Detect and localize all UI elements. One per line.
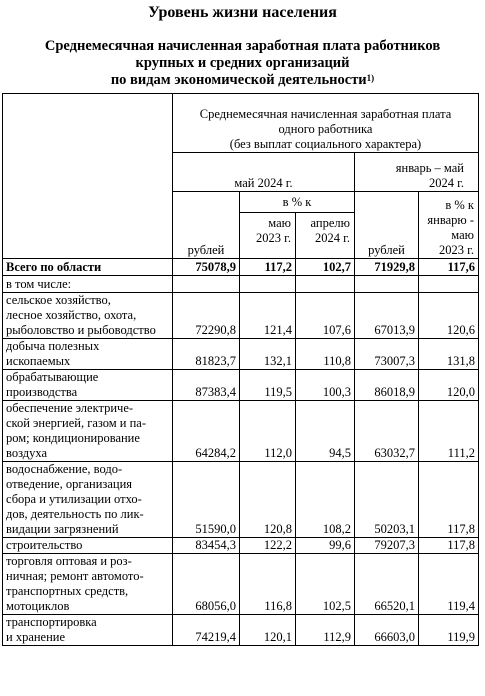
table-row [3,370,479,401]
header-main [173,94,479,153]
row-value: 116,8 [240,554,296,615]
row-value: 122,2 [240,538,296,554]
header-percent-jan [419,192,479,259]
row-label [3,401,173,462]
row-value: 63032,7 [355,401,419,462]
row-label-line: водоснабжение, водо- [6,462,123,476]
row-value: 74219,4 [173,615,240,646]
header-line: в % к [445,198,474,212]
table-subtitle [0,38,485,89]
row-label-line: транспортных средств, [6,584,129,598]
row-value: 81823,7 [173,339,240,370]
row-value: 51590,0 [173,462,240,538]
header-period-jan-may [355,153,479,192]
header-main-line: одного работника [278,122,373,136]
header-period-may: май 2024 г. [173,153,355,192]
header-line: январю - [427,213,474,227]
row-value: 87383,4 [173,370,240,401]
row-value: 120,8 [240,462,296,538]
row-label-line: сельское хозяйство, [6,293,111,307]
total-value: 75078,9 [173,259,240,276]
row-label [3,370,173,401]
footnote-mark: 1) [366,73,375,83]
row-value: 108,2 [296,462,355,538]
row-value: 111,2 [419,401,479,462]
row-label [3,462,173,538]
table-row [3,538,479,554]
header-percent-sub [240,213,354,258]
row-label [3,554,173,615]
row-label-line: производства [6,385,78,399]
row-value: 50203,1 [355,462,419,538]
subtitle-line: крупных и средних организаций [135,55,350,71]
row-value: 66520,1 [355,554,419,615]
including-label: в том числе: [3,276,173,293]
header-rubles: рублей [173,192,240,259]
row-value: 66603,0 [355,615,419,646]
row-value: 83454,3 [173,538,240,554]
row-value: 117,8 [419,538,479,554]
header-may2023 [240,213,296,258]
row-label [3,293,173,339]
header-line: 2023 г. [256,231,291,245]
row-label-line: рыболовство и рыбоводство [6,323,156,337]
empty-cell [173,276,240,293]
row-label-line: ничная; ремонт автомото- [6,569,144,583]
row-label-line: сбора и утилизации отхо- [6,492,142,506]
total-label: Всего по области [3,259,173,276]
table-row [3,293,479,339]
subtitle-line-text: по видам экономической деятельности [110,72,367,88]
row-label-line: мотоциклов [6,599,70,613]
table-row [3,339,479,370]
empty-cell [419,276,479,293]
header-blank-cell [3,94,173,259]
row-value: 120,1 [240,615,296,646]
total-value: 102,7 [296,259,355,276]
row-value: 107,6 [296,293,355,339]
page-title: Уровень жизни населения [148,4,337,21]
row-label-line: ром; кондиционирование [6,431,140,445]
table-row [3,554,479,615]
header-line: апрелю [310,216,350,230]
row-label [3,339,173,370]
header-percent [240,192,355,259]
row-label-line: видации загрязнений [6,522,119,536]
empty-cell [240,276,296,293]
row-value: 110,8 [296,339,355,370]
row-label-line: ископаемых [6,354,71,368]
row-value: 117,8 [419,462,479,538]
header-line: 2023 г. [439,243,474,257]
header-row [3,94,479,153]
row-value: 102,5 [296,554,355,615]
header-line: маю [451,228,474,242]
row-value: 99,6 [296,538,355,554]
total-row [3,259,479,276]
row-value: 112,9 [296,615,355,646]
row-label-line: обеспечение электриче- [6,401,134,415]
row-label-line: добыча полезных [6,339,100,353]
including-row [3,276,479,293]
row-label-line: дов, деятельность по лик- [6,507,144,521]
row-label-line: лесное хозяйство, охота, [6,308,137,322]
row-label-line: воздуха [6,446,48,460]
row-value: 72290,8 [173,293,240,339]
row-value: 119,5 [240,370,296,401]
subtitle-line [0,72,485,89]
row-label-line: транспортировка [6,615,97,629]
row-value: 64284,2 [173,401,240,462]
header-line: январь – май [395,161,464,175]
row-value: 100,3 [296,370,355,401]
header-line: маю [268,216,291,230]
table-row [3,401,479,462]
header-percent-label: в % к [240,192,354,213]
row-label [3,615,173,646]
row-value: 94,5 [296,401,355,462]
empty-cell [355,276,419,293]
row-value: 73007,3 [355,339,419,370]
row-label-line: отведение, организация [6,477,133,491]
subtitle-line: Среднемесячная начисленная заработная плата работников [44,38,441,54]
row-value: 120,0 [419,370,479,401]
row-value: 67013,9 [355,293,419,339]
wage-table [2,93,479,646]
row-value: 86018,9 [355,370,419,401]
table-row [3,615,479,646]
row-label [3,538,173,554]
table-row [3,462,479,538]
row-value: 68056,0 [173,554,240,615]
header-main-line: Среднемесячная начисленная заработная плата [199,107,452,121]
row-value: 112,0 [240,401,296,462]
header-line: 2024 г. [429,176,464,190]
row-label-line: ской энергией, газом и па- [6,416,147,430]
row-value: 132,1 [240,339,296,370]
row-label-line: торговля оптовая и роз- [6,554,132,568]
row-value: 121,4 [240,293,296,339]
total-value: 117,2 [240,259,296,276]
row-value: 119,4 [419,554,479,615]
header-main-line: (без выплат социального характера) [229,137,422,151]
total-value: 117,6 [419,259,479,276]
header-rubles-2: рублей [355,192,419,259]
row-label-line: и хранение [6,630,66,644]
header-line: 2024 г. [315,231,350,245]
empty-cell [296,276,355,293]
row-value: 131,8 [419,339,479,370]
row-label-line: обрабатывающие [6,370,99,384]
row-value: 120,6 [419,293,479,339]
header-apr2024 [296,213,354,258]
row-label-line: строительство [6,538,83,552]
row-value: 79207,3 [355,538,419,554]
row-value: 119,9 [419,615,479,646]
total-value: 71929,8 [355,259,419,276]
